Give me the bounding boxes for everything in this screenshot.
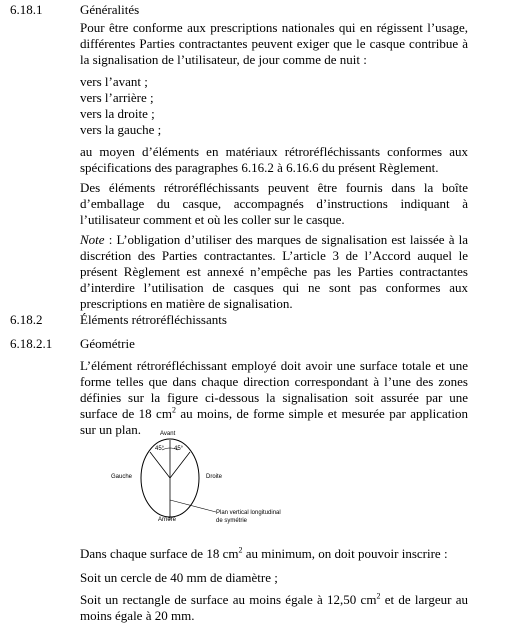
label-plane-line2: de symétrie [216,518,248,524]
text-line: Dans chaque surface de 18 $cm^2$ au minimum, on doit pouvoir inscrire : [80,545,448,561]
note-label: Note [80,232,105,247]
label-angle-right: 45° [174,446,184,452]
zone-boundary-right [170,452,190,478]
label-right: Droite [206,474,223,480]
zone-boundary-left [150,452,170,478]
label-angle-left: 45° [155,446,165,452]
note-text: : L’obligation d’utiliser des marques de signalisation est laissée à la discrétion des Parties contractantes. L’article 3 de l’Accord auquel le présent Règlement est annexé n’empêche pas les Parties contractantes d’interdire l’utilisation de casques qui ne sont pas conformes aux prescriptions en matière de signalisation. [80,232,468,311]
paragraph: L’élément rétroréfléchissant employé doit avoir une surface totale et une forme telles que dans chaque direction correspondant à l’une des zones définies sur la figure ci-dessous la signalisation soit assurée par une surface de 18 $cm^2$ au moins, de forme simple et mesurée par application sur un plan. [80,358,469,437]
section-title: Généralités [80,2,140,17]
text-line: Soit un cercle de 40 mm de diamètre ; [80,570,278,585]
label-rear: Arrière [158,517,177,523]
direction-item: vers la gauche ; [80,122,162,137]
paragraph: Soit un rectangle de surface au moins égale à 12,50 $cm^2$ et de largeur au moins égale à 20 mm. [80,591,469,623]
label-plane-line1: Plan vertical longitudinal [216,510,281,516]
label-front: Avant [160,431,176,437]
section-number: 6.18.1 [10,2,43,17]
section-number: 6.18.2 [10,312,43,327]
paragraph: au moyen d’éléments en matériaux rétroréfléchissants conformes aux spécifications des paragraphes 6.16.2 à 6.16.6 du présent Règlement. [80,144,468,175]
direction-item: vers l’arrière ; [80,90,154,105]
paragraph: Pour être conforme aux prescriptions nationales qui en régissent l’usage, différentes Parties contractantes peuvent exiger que le casque contribue à la signalisation de l’utilisateur, de jour comme de nuit : [80,20,468,67]
label-left: Gauche [111,474,133,480]
direction-item: vers la droite ; [80,106,155,121]
section-title: Éléments rétroréfléchissants [80,312,227,327]
section-number: 6.18.2.1 [10,336,53,351]
direction-item: vers l’avant ; [80,74,148,89]
section-title: Géométrie [80,336,135,351]
paragraph: Des éléments rétroréfléchissants peuvent être fournis dans la boîte d’emballage du casque, accompagnés d’instructions indiquant à l’utilisateur comment et où les coller sur le casque. [80,180,468,227]
